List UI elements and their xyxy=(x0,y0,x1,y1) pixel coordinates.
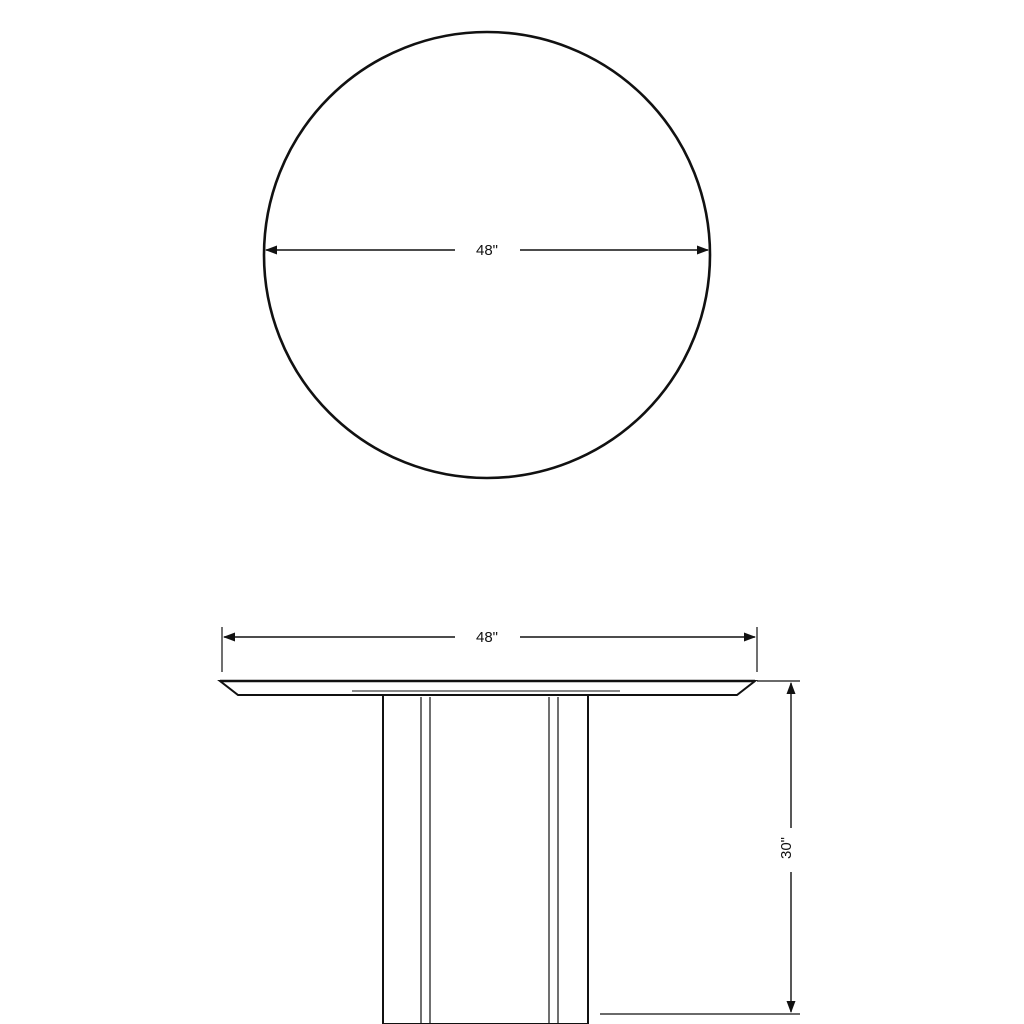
top-view xyxy=(264,32,710,478)
tabletop-slab xyxy=(220,681,755,695)
elevation-width-dimension xyxy=(222,627,757,672)
elevation-height-dimension xyxy=(600,681,800,1014)
front-elevation xyxy=(220,627,800,1024)
width-dim-label: 48" xyxy=(475,629,499,646)
height-dim-label: 30" xyxy=(778,836,795,860)
top-view-diameter-dimension xyxy=(266,242,708,259)
pedestal-base xyxy=(383,695,588,1024)
tabletop-profile xyxy=(220,681,755,695)
diameter-dim-label: 48" xyxy=(475,242,499,259)
pedestal-outline xyxy=(383,695,588,1024)
